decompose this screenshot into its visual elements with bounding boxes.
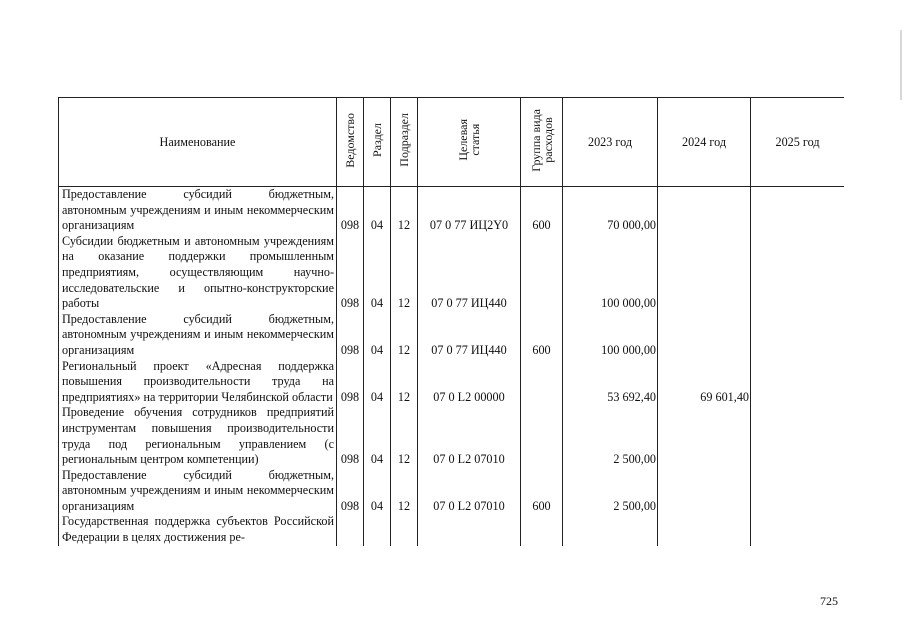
row-2023	[563, 514, 658, 545]
row-expense-group	[521, 514, 563, 545]
budget-table	[58, 98, 844, 546]
row-target: 07 0 77 ИЦ440	[418, 234, 521, 312]
header-expense-group	[521, 98, 563, 187]
row-2023: 100 000,00	[563, 312, 658, 359]
row-expense-group	[521, 359, 563, 406]
row-name: Государственная поддержка субъектов Российской Федерации в целях достижения ре-	[59, 514, 337, 545]
row-department: 098	[337, 312, 364, 359]
row-expense-group	[521, 405, 563, 467]
row-2025	[751, 187, 845, 234]
row-subsection: 12	[391, 312, 418, 359]
row-name: Предоставление субсидий бюджетным, автономным учреждениям и иным некоммерческим организациям	[59, 187, 337, 234]
row-expense-group: 600	[521, 312, 563, 359]
header-expense-line1: Группа вида	[528, 108, 543, 172]
header-section	[364, 98, 391, 187]
row-subsection: 12	[391, 234, 418, 312]
row-subsection: 12	[391, 187, 418, 234]
row-target: 07 0 L2 07010	[418, 405, 521, 467]
header-department-label: Ведомство	[343, 112, 357, 168]
row-subsection: 12	[391, 468, 418, 515]
row-2024	[658, 187, 751, 234]
row-2023: 53 692,40	[563, 359, 658, 406]
row-expense-group: 600	[521, 187, 563, 234]
header-year-2024: 2024 год	[658, 98, 751, 187]
row-2023: 2 500,00	[563, 405, 658, 467]
row-target: 07 0 L2 07010	[418, 468, 521, 515]
row-2025	[751, 468, 845, 515]
header-target-line1: Целевая	[456, 119, 470, 161]
row-section: 04	[364, 312, 391, 359]
header-subsection	[391, 98, 418, 187]
row-target	[418, 514, 521, 545]
row-2024	[658, 312, 751, 359]
header-subsection-label: Подраздел	[397, 113, 411, 167]
row-department: 098	[337, 234, 364, 312]
table-header	[59, 98, 845, 187]
row-name: Субсидии бюджетным и автономным учреждениям на оказание поддержки промышленным предприятиям, осуществляющим научно-исследовательские и опытно-конструкторские работы	[59, 234, 337, 312]
row-section: 04	[364, 468, 391, 515]
header-year-2025: 2025 год	[751, 98, 845, 187]
row-department: 098	[337, 405, 364, 467]
table-row	[59, 468, 845, 515]
table-row	[59, 514, 845, 545]
row-department: 098	[337, 187, 364, 234]
table-row	[59, 234, 845, 312]
row-2025	[751, 405, 845, 467]
table-row	[59, 312, 845, 359]
header-department	[337, 98, 364, 187]
header-target-line2: статья	[468, 124, 482, 156]
table-row	[59, 405, 845, 467]
row-name: Предоставление субсидий бюджетным, автономным учреждениям и иным некоммерческим организациям	[59, 468, 337, 515]
row-department: 098	[337, 359, 364, 406]
row-2025	[751, 312, 845, 359]
row-department	[337, 514, 364, 545]
budget-table-sheet	[58, 97, 844, 584]
row-2025	[751, 234, 845, 312]
row-target: 07 0 77 ИЦ2Y0	[418, 187, 521, 234]
page-number: 725	[820, 594, 838, 608]
header-expense-line2: расходов	[540, 117, 555, 163]
row-subsection: 12	[391, 359, 418, 406]
row-2023: 2 500,00	[563, 468, 658, 515]
row-subsection	[391, 514, 418, 545]
row-expense-group	[521, 234, 563, 312]
header-target	[418, 98, 521, 187]
header-section-label: Раздел	[370, 123, 384, 157]
table-row	[59, 187, 845, 234]
header-target-label	[457, 119, 481, 161]
row-2023: 100 000,00	[563, 234, 658, 312]
row-target: 07 0 L2 00000	[418, 359, 521, 406]
row-section: 04	[364, 359, 391, 406]
row-subsection: 12	[391, 405, 418, 467]
row-2025	[751, 359, 845, 406]
row-expense-group: 600	[521, 468, 563, 515]
row-name: Проведение обучения сотрудников предприятий инструментам повышения производительности труда под региональным управлением (с региональным центром компетенции)	[59, 405, 337, 467]
header-name: Наименование	[59, 98, 337, 187]
row-section: 04	[364, 234, 391, 312]
row-section: 04	[364, 405, 391, 467]
row-name: Региональный проект «Адресная поддержка повышения производительности труда на предприятиях» на территории Челябинской области	[59, 359, 337, 406]
table-row	[59, 359, 845, 406]
table-body	[59, 187, 845, 546]
row-2024	[658, 234, 751, 312]
row-section	[364, 514, 391, 545]
row-target: 07 0 77 ИЦ440	[418, 312, 521, 359]
row-2024	[658, 514, 751, 545]
row-2023: 70 000,00	[563, 187, 658, 234]
row-name: Предоставление субсидий бюджетным, автономным учреждениям и иным некоммерческим организациям	[59, 312, 337, 359]
header-year-2023: 2023 год	[563, 98, 658, 187]
header-expense-label	[530, 109, 554, 172]
row-section: 04	[364, 187, 391, 234]
row-2024: 69 601,40	[658, 359, 751, 406]
row-2024	[658, 468, 751, 515]
row-2024	[658, 405, 751, 467]
page-edge-mark	[900, 30, 902, 100]
row-2025	[751, 514, 845, 545]
row-department: 098	[337, 468, 364, 515]
